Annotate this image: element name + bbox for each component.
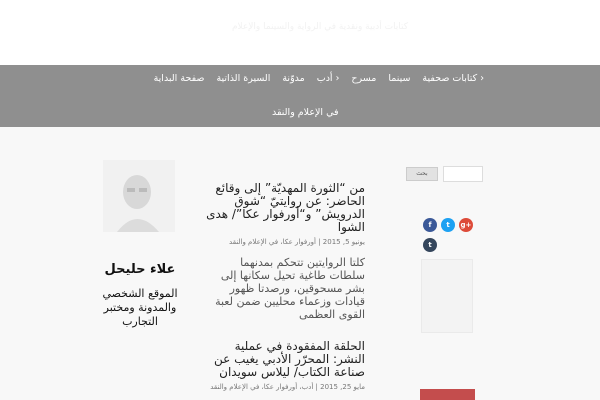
tumblr-icon[interactable]: t — [423, 238, 437, 252]
main-navigation — [0, 65, 600, 127]
post-date[interactable]: مايو 25, 2015 — [320, 383, 365, 391]
facebook-icon[interactable]: f — [423, 218, 437, 232]
post-categories[interactable]: أورفوار عكا، في الإعلام والنقد — [229, 238, 316, 246]
nav-item-media-criticism[interactable]: في الإعلام والنقد — [272, 107, 339, 118]
google-plus-icon[interactable]: g+ — [459, 218, 473, 232]
nav-row-second — [266, 100, 345, 119]
nav-item-journalism[interactable]: ‹ كتابات صحفية — [422, 73, 484, 84]
nav-item-home[interactable]: صفحة البداية — [153, 73, 205, 84]
main-content — [0, 127, 600, 400]
author-portrait-icon — [103, 160, 175, 232]
twitter-icon[interactable]: t — [441, 218, 455, 232]
post-item — [205, 340, 365, 391]
site-tagline: كتابات أدبية ونقدية في الرواية والسينما والإعلام — [231, 22, 409, 32]
nav-item-theater[interactable]: مسرح — [351, 73, 377, 84]
search-button[interactable]: بحث — [406, 167, 438, 181]
post-date[interactable]: يونيو 5, 2015 — [322, 238, 365, 246]
post-meta: مايو 25, 2015 | أدب، أورفوار عكا، في الإعلام والنقد — [210, 383, 365, 391]
author-name: علاء حليحل — [104, 262, 176, 277]
nav-item-literature[interactable]: ‹ أدب — [316, 73, 340, 84]
book-cover-widget[interactable] — [421, 259, 473, 333]
post-title[interactable]: من “الثورة المهديّة” إلى وقائع الحاضر: عن روايتيّ “شوق الدرويش” و“أورفوار عكا”/ هدى الشوا — [206, 181, 365, 234]
post-meta: يونيو 5, 2015 | أورفوار عكا، في الإعلام والنقد — [229, 238, 365, 246]
book-cover-widget-second[interactable] — [420, 389, 475, 400]
nav-row — [148, 73, 490, 84]
nav-item-blog[interactable]: مدوّنة — [282, 73, 305, 84]
site-header — [0, 0, 600, 65]
author-description: الموقع الشخصي والمدونة ومختبر التجارب — [102, 287, 178, 328]
post-item — [205, 182, 365, 321]
nav-item-cinema[interactable]: سينما — [388, 73, 411, 84]
author-avatar — [103, 160, 175, 232]
nav-item-biography[interactable]: السيرة الذاتية — [216, 73, 271, 84]
search-input[interactable] — [443, 166, 483, 182]
post-categories[interactable]: أدب، أورفوار عكا، في الإعلام والنقد — [210, 383, 314, 391]
post-excerpt: كلتا الروايتين تتحكم بمدنهما سلطات طاغية تحيل سكانها إلى بشر مسحوقين، ورصدتا ظهور قيادات وزعماء محليين ضمن لعبة القوى العظمى — [215, 256, 365, 321]
post-title[interactable]: الحلقة المفقودة في عملية النشر: المحرّر الأدبي يغيب عن صناعة الكتاب/ ليلاس سويدان — [213, 339, 365, 379]
